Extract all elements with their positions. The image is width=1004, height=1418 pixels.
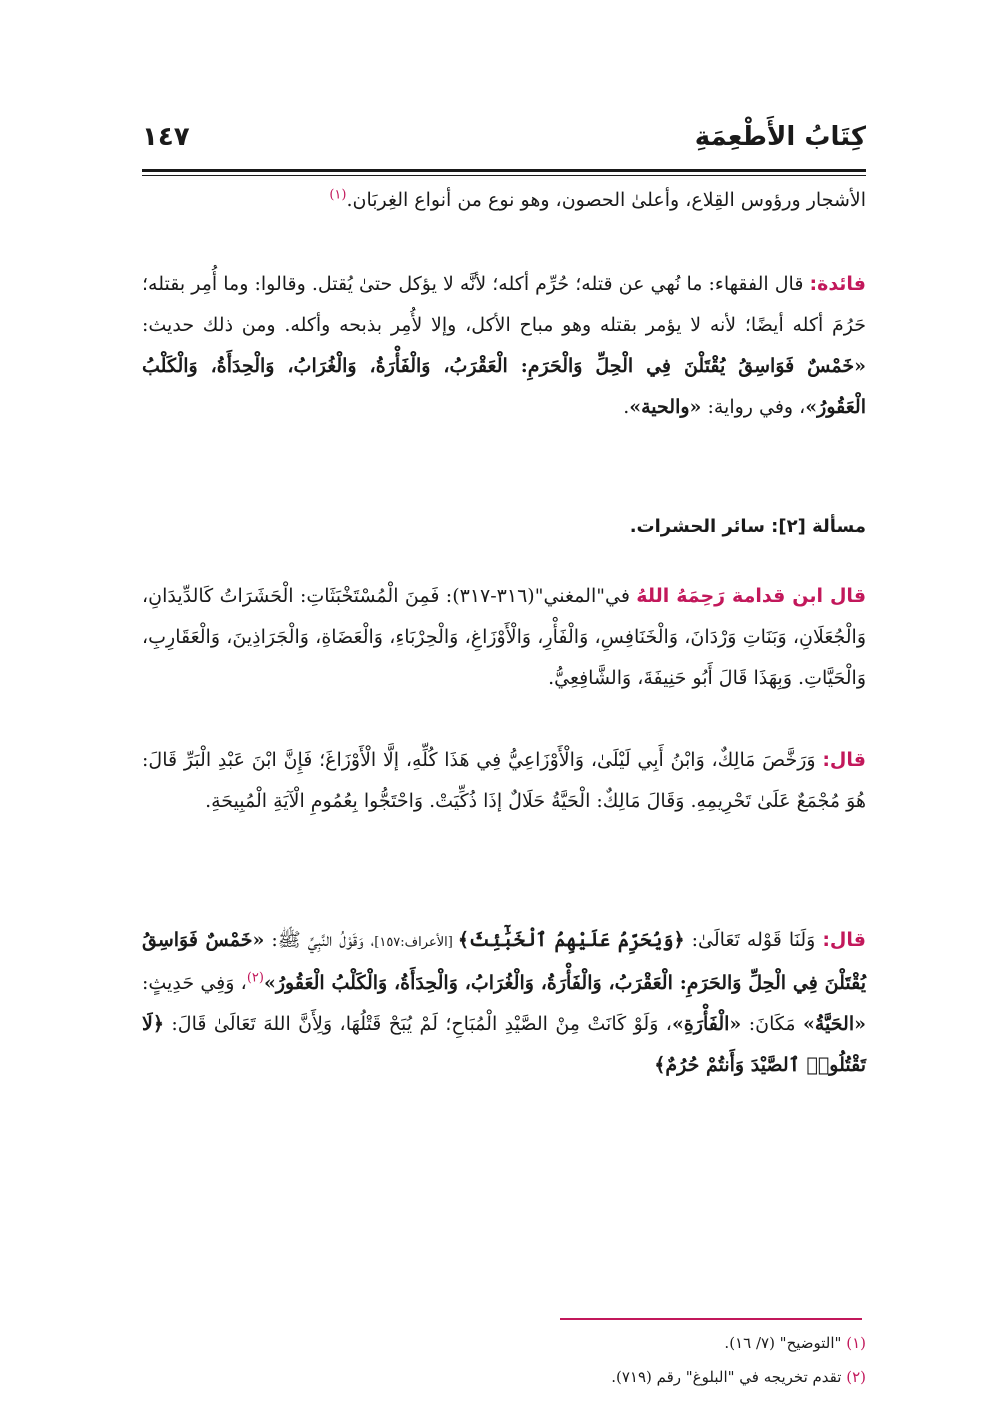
paragraph-5-text-a: وَلَنَا قَوْله تَعَالَىٰ: bbox=[684, 929, 823, 951]
paragraph-5-text-c: ، وَفِي حَدِيثٍ: bbox=[142, 972, 247, 994]
page-header bbox=[142, 120, 866, 164]
paragraph-5-text-e: ، وَلَوْ كَانَتْ مِنْ الصَّيْدِ الْمُبَاحِ؛ لَمْ يُبَحْ قَتْلُهَا، وَلِأَنَّ اللهَ تَعَالَىٰ قَالَ: bbox=[163, 1013, 672, 1035]
quran-verse-1: ﴿وَيُحَرِّمُ عَلَيْهِمُ ٱلْخَبَٰٓئِثَ﴾ bbox=[457, 929, 685, 951]
footnote-2 bbox=[142, 1368, 866, 1386]
section-heading-title: سائر الحشرات. bbox=[629, 516, 772, 537]
paragraph-2-text-a: قال الفقهاء: ما نُهي عن قتله؛ حُرِّم أكله؛ لأنَّه لا يؤكل حتىٰ يُقتل. وقالوا: وما أُمِر بقتله؛ حَرُمَ أكله أيضًا؛ لأنه لا يؤمر بقتله وهو مباح الأكل، وإلا لأُمِر بذبحه وأكله. ومن ذلك حديث: bbox=[142, 273, 866, 336]
quote-attribution: قال ابن قدامة رَحِمَهُ اللهُ bbox=[636, 585, 867, 607]
qala-label-1: قال: bbox=[822, 749, 866, 771]
footnote-1-text: "التوضيح" (٧/ ١٦). bbox=[724, 1334, 847, 1352]
book-title: كِتَابُ الأَطْعِمَةِ bbox=[694, 122, 866, 152]
footnote-1 bbox=[142, 1334, 866, 1352]
paragraph-3-text: في"المغني"(٣١٦-٣١٧): فَمِنَ الْمُسْتَخْبَثَاتِ: الْحَشَرَاتُ كَالدِّيدَانِ، وَالْجُعَلَانِ، وَبَنَاتِ وَرْدَانَ، وَالْخَنَافِسِ، وَالْفَأْرِ، وَالْأَوْزَاغِ، وَالْحِرْبَاءِ، وَالْعَضَاةِ، وَالْجَرَاذِينَ، وَالْعَقَارِبِ، وَالْحَيَّاتِ. وَبِهَذَا قَالَ أَبُو حَنِيفَةَ، وَالشَّافِعِيُّ. bbox=[142, 585, 866, 689]
footnote-2-number: (٢) bbox=[846, 1368, 866, 1386]
footnote-ref-1[interactable]: (١) bbox=[329, 187, 347, 203]
section-heading bbox=[142, 516, 866, 537]
hadith-quote-1: «خَمْسٌ فَوَاسِقُ يُقْتَلْنَ فِي الْحِلِّ وَالْحَرَمِ: الْعَقْرَبُ، وَالْفَأْرَةُ، وَالْغُرَابُ، وَالْحِدَأَةُ، وَالْكَلْبُ الْعَقُورُ» bbox=[142, 355, 866, 418]
paragraph-5-text-d: مَكَانَ: bbox=[741, 1013, 803, 1035]
page-number: ١٤٧ bbox=[142, 122, 190, 152]
note-label: فائدة: bbox=[809, 273, 866, 295]
hadith-quote-2: «خَمْسٌ فَوَاسِقُ يُقْتَلْنَ فِي الْحِلِّ وَالحَرَمِ: الْعَقْرَبُ، وَالْفَأْرَةُ، وَالْغُرَابُ، وَالْحِدَأَةُ، وَالْكَلْبُ الْعَقُورُ» bbox=[142, 929, 867, 994]
paragraph-2 bbox=[142, 264, 866, 428]
paragraph-4-text: وَرَخَّصَ مَالِكٌ، وَابْنُ أَبِي لَيْلَىٰ، وَالْأَوْزَاعِيُّ فِي هَذَا كُلِّهِ، إلَّا الْأَوْزَاغَ؛ فَإِنَّ ابْنَ عَبْدِ الْبَرِّ قَالَ: هُوَ مُجْمَعٌ عَلَىٰ تَحْرِيمِهِ. وَقَالَ مَالِكٌ: الْحَيَّةُ حَلَالٌ إذَا ذُكِّيَتْ. وَاحْتَجُّوا بِعُمُومِ الْآيَةِ الْمُبِيحَةِ. bbox=[142, 749, 866, 812]
paragraph-5 bbox=[142, 920, 866, 1086]
paragraph-1-text: الأشجار ورؤوس القِلاع، وأعلىٰ الحصون، وهو نوع من أنواع الغِربَان. bbox=[346, 189, 866, 211]
paragraph-2-end: . bbox=[623, 396, 630, 418]
footnote-rule bbox=[560, 1318, 862, 1320]
haya-quote: «الحَيَّةُ» bbox=[802, 1013, 866, 1035]
header-rule-thick bbox=[142, 169, 866, 172]
footnote-1-number: (١) bbox=[846, 1334, 866, 1352]
paragraph-4 bbox=[142, 740, 866, 822]
paragraph-2-text-b: ، وفي رواية: bbox=[701, 396, 806, 418]
verse-reference-1: [الأعراف:١٥٧] bbox=[374, 935, 458, 950]
paragraph-5-text-b: ، وَقَوْلُ النَّبِيِّ ﷺ: bbox=[264, 929, 375, 951]
header-rule-thin bbox=[142, 175, 866, 176]
section-heading-label: مسألة [٢]: bbox=[771, 516, 866, 537]
footnote-2-text: تقدم تخريجه في "البلوغ" رقم (٧١٩). bbox=[611, 1368, 847, 1386]
quran-verse-2: ﴿لَا تَقْتُلُوا۟ ٱلصَّيْدَ وَأَنتُمْ حُرُمٌ﴾ bbox=[142, 1013, 866, 1076]
fara-quote: «الْفَأْرَةِ» bbox=[671, 1013, 742, 1035]
qala-label-2: قال: bbox=[822, 929, 866, 951]
riwaya-quote: «والحية» bbox=[629, 396, 702, 418]
paragraph-3 bbox=[142, 576, 866, 699]
footnote-ref-2[interactable]: (٢) bbox=[246, 970, 264, 986]
paragraph-1 bbox=[142, 180, 866, 221]
